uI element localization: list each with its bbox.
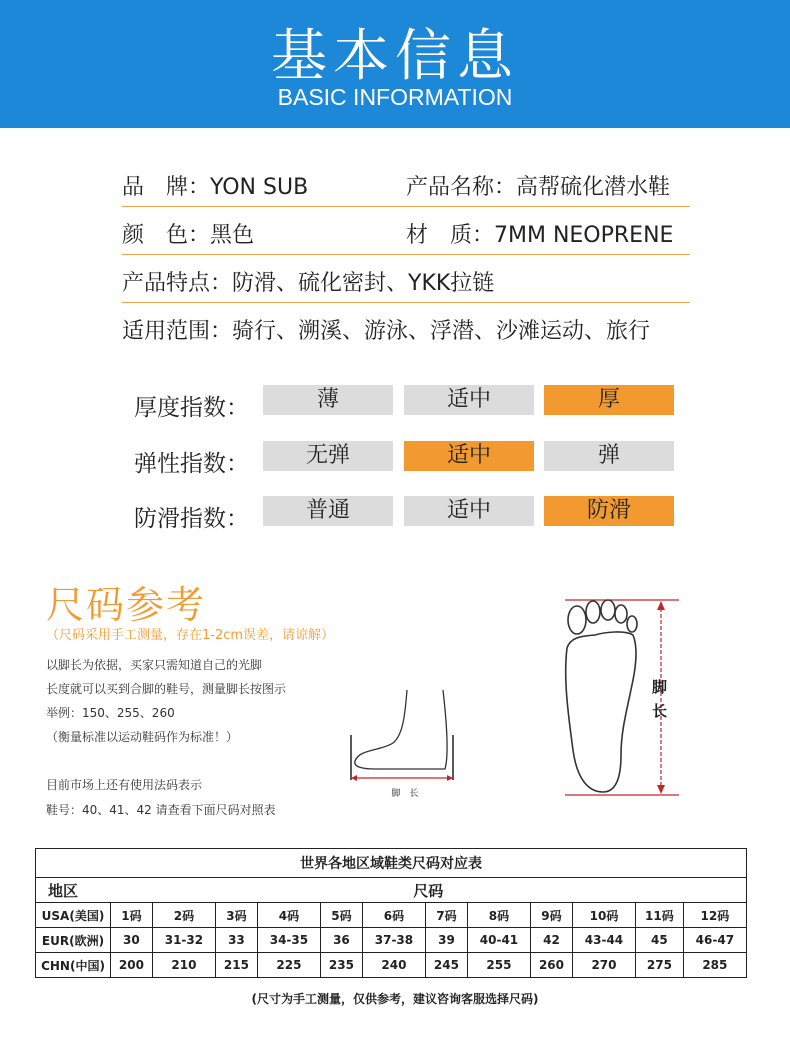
table-cell: 285 <box>683 953 746 978</box>
size-guide-desc-1: 以脚长为依据，买家只需知道自己的光脚 <box>46 658 263 672</box>
antislip-option-normal: 普通 <box>263 496 393 526</box>
table-footnote: (尺寸为手工测量，仅供参考，建议咨询客服选择尺码) <box>251 992 539 1006</box>
size-guide-desc-6: 鞋号：40、41、42 请查看下面尺码对照表 <box>46 803 276 817</box>
table-row <box>36 903 747 928</box>
elasticity-option-none: 无弹 <box>263 441 393 471</box>
foot-top-label-2: 长 <box>652 702 668 720</box>
info-row-features <box>122 258 690 303</box>
features-field: 产品特点：防滑、硫化密封、YKK拉链 <box>122 271 495 296</box>
size-comparison-table <box>35 848 747 978</box>
table-cell: 31-32 <box>152 928 215 953</box>
color-field: 颜 色：黑色 <box>122 223 255 248</box>
table-cell: 11码 <box>636 903 684 928</box>
elasticity-option-medium: 适中 <box>404 441 534 471</box>
table-row <box>36 953 747 978</box>
table-cell: 37-38 <box>362 928 425 953</box>
table-cell: 34-35 <box>257 928 320 953</box>
table-cell: 1码 <box>111 903 153 928</box>
table-cell: 12码 <box>683 903 746 928</box>
size-guide-desc-2: 长度就可以买到合脚的鞋号，测量脚长按图示 <box>46 682 287 696</box>
table-cell: 215 <box>216 953 258 978</box>
foot-side-label: 脚 长 <box>391 789 419 799</box>
size-guide-desc-3: 举例：150、255、260 <box>46 706 175 720</box>
table-cell-region: USA(美国) <box>36 903 111 928</box>
table-cell-region: CHN(中国) <box>36 953 111 978</box>
table-cell: 245 <box>426 953 468 978</box>
table-cell: 33 <box>216 928 258 953</box>
table-cell: 275 <box>636 953 684 978</box>
material-field: 材 质：7MM NEOPRENE <box>406 223 674 248</box>
brand-field: 品 牌：YON SUB <box>122 175 309 200</box>
table-cell: 7码 <box>426 903 468 928</box>
table-cell: 46-47 <box>683 928 746 953</box>
table-cell: 30 <box>111 928 153 953</box>
antislip-label: 防滑指数： <box>134 506 249 532</box>
table-cell: 200 <box>111 953 153 978</box>
foot-top-label-1: 脚 <box>652 678 668 696</box>
table-row <box>36 928 747 953</box>
table-cell: 5码 <box>321 903 363 928</box>
table-cell: 36 <box>321 928 363 953</box>
table-cell: 6码 <box>362 903 425 928</box>
page-title: 基本信息 <box>271 24 519 89</box>
size-guide-title: 尺码参考 <box>46 583 207 627</box>
elasticity-label: 弹性指数： <box>134 451 249 477</box>
table-cell: 42 <box>531 928 573 953</box>
table-cell: 3码 <box>216 903 258 928</box>
info-row-usage <box>122 306 690 350</box>
elasticity-option-elastic: 弹 <box>544 441 674 471</box>
product-name-field: 产品名称：高帮硫化潜水鞋 <box>406 175 671 200</box>
usage-field: 适用范围：骑行、溯溪、游泳、浮潜、沙滩运动、旅行 <box>122 319 651 344</box>
table-cell: 225 <box>257 953 320 978</box>
table-cell: 2码 <box>152 903 215 928</box>
table-cell: 240 <box>362 953 425 978</box>
table-cell: 270 <box>572 953 635 978</box>
table-header-region: 地区 <box>36 878 111 903</box>
antislip-option-antislip: 防滑 <box>544 496 674 526</box>
info-row-brand <box>122 162 690 207</box>
table-cell: 235 <box>321 953 363 978</box>
table-cell: 9码 <box>531 903 573 928</box>
page-subtitle: BASIC INFORMATION <box>277 84 513 110</box>
table-cell-region: EUR(欧洲) <box>36 928 111 953</box>
header-banner <box>0 0 790 128</box>
thickness-option-thin: 薄 <box>263 385 393 415</box>
size-guide-desc-4: （衡量标准以运动鞋码作为标准！） <box>46 730 239 744</box>
table-cell: 45 <box>636 928 684 953</box>
table-cell: 8码 <box>467 903 530 928</box>
table-caption: 世界各地区域鞋类尺码对应表 <box>36 849 747 878</box>
table-cell: 255 <box>467 953 530 978</box>
thickness-label: 厚度指数： <box>134 395 249 421</box>
table-cell: 4码 <box>257 903 320 928</box>
table-cell: 43-44 <box>572 928 635 953</box>
foot-top-illustration <box>555 590 690 805</box>
thickness-option-thick: 厚 <box>544 385 674 415</box>
antislip-option-medium: 适中 <box>404 496 534 526</box>
table-cell: 40-41 <box>467 928 530 953</box>
info-row-color <box>122 210 690 255</box>
size-guide-note: （尺码采用手工测量，存在1-2cm误差，请谅解） <box>46 628 335 643</box>
table-header-size: 尺码 <box>111 878 747 903</box>
thickness-option-medium: 适中 <box>404 385 534 415</box>
table-cell: 260 <box>531 953 573 978</box>
table-cell: 210 <box>152 953 215 978</box>
table-cell: 39 <box>426 928 468 953</box>
table-cell: 10码 <box>572 903 635 928</box>
size-guide-desc-5: 目前市场上还有使用法码表示 <box>46 778 203 792</box>
